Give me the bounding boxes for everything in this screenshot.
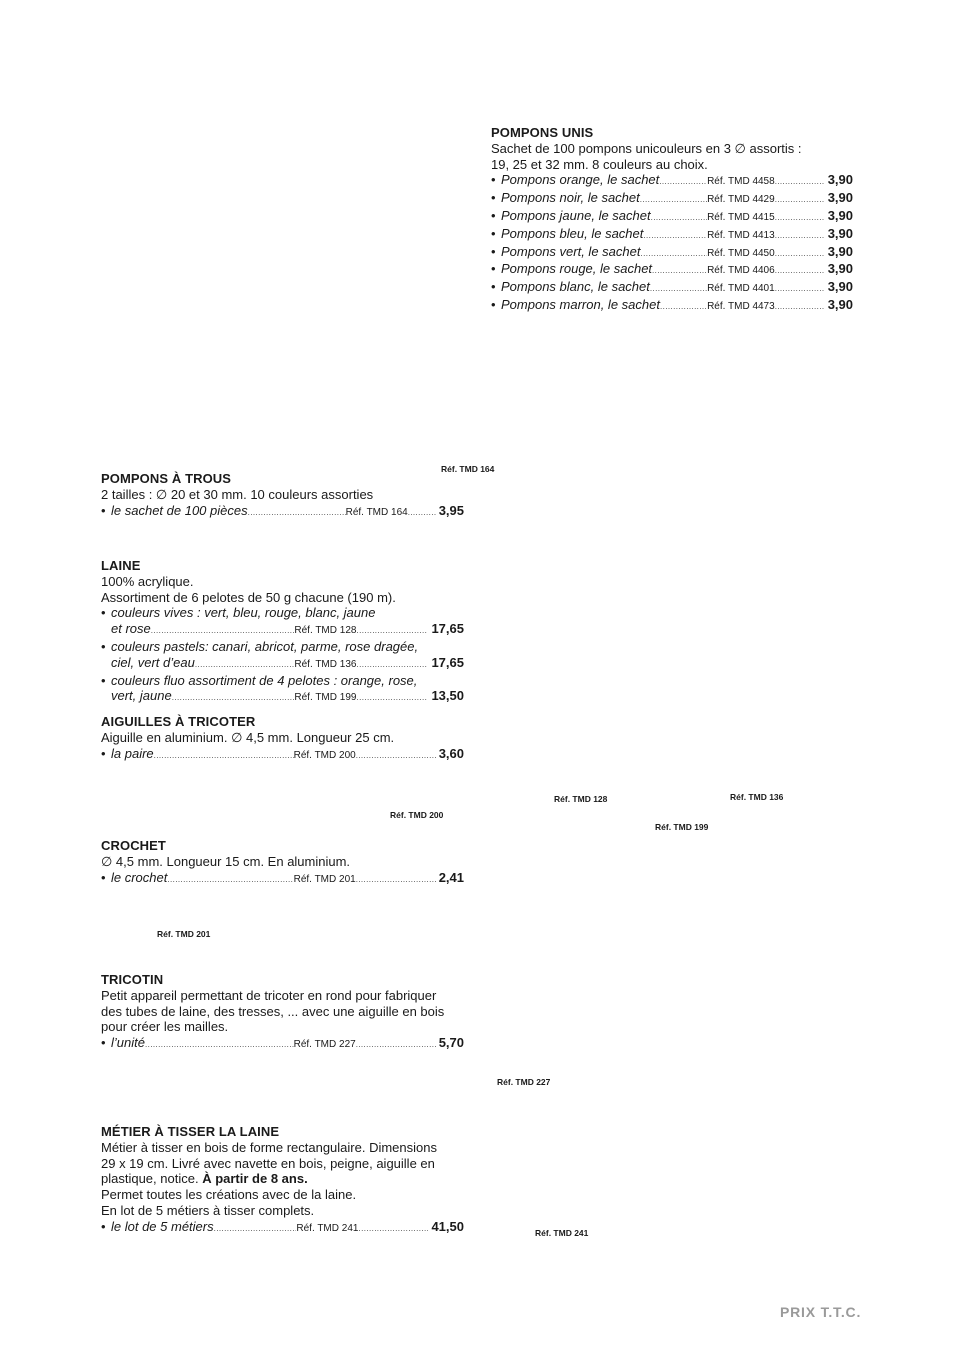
price-row xyxy=(491,261,853,279)
photo-caption-tmd128: Réf. TMD 128 xyxy=(554,794,608,804)
item-price: 3,90 xyxy=(827,207,853,223)
crochet-section xyxy=(101,838,464,887)
item-price: 3,90 xyxy=(827,225,853,241)
item-price: 13,50 xyxy=(431,688,464,704)
bullet: • xyxy=(101,1035,106,1051)
leader-dots xyxy=(358,1221,428,1237)
item-label: Pompons vert, le sachet xyxy=(501,243,641,259)
item-label: la paire xyxy=(111,745,154,761)
photo-caption-tmd164: Réf. TMD 164 xyxy=(441,464,495,474)
item-label: Pompons orange, le sachet xyxy=(501,172,660,188)
section-title: CROCHET xyxy=(101,838,166,853)
photo-caption-tmd227: Réf. TMD 227 xyxy=(497,1077,551,1087)
item-label: ciel, vert d’eau xyxy=(111,654,195,670)
leader-dots xyxy=(640,192,707,208)
bullet: • xyxy=(491,225,496,241)
item-ref: Réf. TMD 4413 xyxy=(707,229,775,241)
leader-dots xyxy=(151,623,295,639)
leader-dots xyxy=(775,210,825,226)
bullet: • xyxy=(101,869,106,885)
item-price: 3,90 xyxy=(827,296,853,312)
leader-dots xyxy=(356,623,428,639)
item-label: le lot de 5 métiers xyxy=(111,1218,214,1234)
description-line: Sachet de 100 pompons unicouleurs en 3 ∅ assortis : xyxy=(491,140,802,156)
leader-dots xyxy=(172,690,295,706)
bullet: • xyxy=(101,638,106,654)
item-ref: Réf. TMD 241 xyxy=(296,1222,359,1234)
description-line: 100% acrylique. xyxy=(101,573,194,589)
leader-dots xyxy=(145,1037,294,1053)
item-label: Pompons jaune, le sachet xyxy=(501,207,651,223)
description-line: Petit appareil permettant de tricoter en rond pour fabriquer xyxy=(101,987,437,1003)
item-price: 2,41 xyxy=(438,869,464,885)
item-price: 3,95 xyxy=(438,502,464,518)
price-row xyxy=(491,279,853,297)
photo-caption-tmd200: Réf. TMD 200 xyxy=(390,810,444,820)
item-price: 3,60 xyxy=(438,745,464,761)
tricotin-section xyxy=(101,972,464,1053)
description-line: 2 tailles : ∅ 20 et 30 mm. 10 couleurs assorties xyxy=(101,486,374,502)
item-label: l’unité xyxy=(111,1035,145,1051)
item-ref: Réf. TMD 4415 xyxy=(707,211,775,223)
metier-section xyxy=(101,1124,464,1237)
item-first-line xyxy=(101,639,464,655)
leader-dots xyxy=(356,690,428,706)
age-notice: À partir de 8 ans. xyxy=(202,1171,308,1187)
price-notice: PRIX T.T.C. xyxy=(780,1304,862,1320)
item-price: 3,90 xyxy=(827,261,853,277)
leader-dots xyxy=(154,748,294,764)
leader-dots xyxy=(643,228,707,244)
section-title: POMPONS À TROUS xyxy=(101,471,232,486)
photo-caption-tmd199: Réf. TMD 199 xyxy=(655,822,709,832)
item-label: couleurs vives : vert, bleu, rouge, blanc, jaune xyxy=(111,605,376,621)
photo-caption-tmd136: Réf. TMD 136 xyxy=(730,792,784,802)
price-row xyxy=(101,1035,464,1053)
item-ref: Réf. TMD 136 xyxy=(294,658,357,670)
description-text: plastique, notice. xyxy=(101,1171,199,1187)
leader-dots xyxy=(650,281,707,297)
item-label: le sachet de 100 pièces xyxy=(111,502,248,518)
bullet: • xyxy=(101,605,106,621)
item-label: couleurs fluo assortiment de 4 pelotes : orange, rose, xyxy=(111,672,418,688)
leader-dots xyxy=(356,872,436,888)
bullet: • xyxy=(491,243,496,259)
item-first-line xyxy=(101,605,464,621)
item-price: 17,65 xyxy=(431,654,464,670)
price-row xyxy=(101,688,464,706)
photo-caption-tmd241: Réf. TMD 241 xyxy=(535,1228,589,1238)
price-row xyxy=(491,226,853,244)
price-row xyxy=(491,208,853,226)
item-label: Pompons rouge, le sachet xyxy=(501,261,653,277)
item-price: 3,90 xyxy=(827,190,853,206)
item-price: 3,90 xyxy=(827,243,853,259)
leader-dots xyxy=(356,748,436,764)
price-row xyxy=(491,244,853,262)
bullet: • xyxy=(101,745,106,761)
item-label: couleurs pastels: canari, abricot, parme, rose dragée, xyxy=(111,638,419,654)
laine-section xyxy=(101,558,464,706)
item-ref: Réf. TMD 4450 xyxy=(707,247,775,259)
item-ref: Réf. TMD 4473 xyxy=(707,300,775,312)
item-ref: Réf. TMD 4429 xyxy=(707,194,775,206)
item-label: le crochet xyxy=(111,869,168,885)
description-line: 19, 25 et 32 mm. 8 couleurs au choix. xyxy=(491,156,708,172)
item-first-line xyxy=(101,673,464,689)
price-row xyxy=(101,503,464,521)
leader-dots xyxy=(659,174,707,190)
price-row xyxy=(101,746,464,764)
price-row xyxy=(491,190,853,208)
item-label: Pompons blanc, le sachet xyxy=(501,279,650,295)
item-label: vert, jaune xyxy=(111,688,172,704)
price-row xyxy=(101,621,464,639)
bullet: • xyxy=(101,502,106,518)
item-ref: Réf. TMD 4406 xyxy=(707,265,775,277)
item-ref: Réf. TMD 164 xyxy=(345,506,408,518)
leader-dots xyxy=(356,1037,436,1053)
leader-dots xyxy=(775,174,825,190)
leader-dots xyxy=(775,228,825,244)
leader-dots xyxy=(408,505,436,521)
leader-dots xyxy=(214,1221,297,1237)
description-line: des tubes de laine, des tresses, ... avec une aiguille en bois xyxy=(101,1003,445,1019)
item-ref: Réf. TMD 201 xyxy=(293,873,356,885)
section-title: LAINE xyxy=(101,558,141,573)
leader-dots xyxy=(775,192,825,208)
item-ref: Réf. TMD 199 xyxy=(294,692,357,704)
leader-dots xyxy=(775,263,825,279)
price-row xyxy=(101,870,464,888)
bullet: • xyxy=(491,190,496,206)
item-price: 3,90 xyxy=(827,172,853,188)
pompons-unis-section xyxy=(491,125,853,315)
item-ref: Réf. TMD 4401 xyxy=(707,283,775,295)
bullet: • xyxy=(491,172,496,188)
description-line: En lot de 5 métiers à tisser complets. xyxy=(101,1202,315,1218)
pompons-trous-section xyxy=(101,471,464,520)
description-line: Métier à tisser en bois de forme rectangulaire. Dimensions xyxy=(101,1139,437,1155)
bullet: • xyxy=(491,296,496,312)
price-row xyxy=(101,655,464,673)
description-line: Permet toutes les créations avec de la laine. xyxy=(101,1187,357,1203)
item-label: et rose xyxy=(111,621,151,637)
item-price: 17,65 xyxy=(431,621,464,637)
leader-dots xyxy=(640,246,707,262)
bullet: • xyxy=(491,279,496,295)
section-title: TRICOTIN xyxy=(101,972,164,987)
price-row xyxy=(101,1219,464,1237)
item-price: 5,70 xyxy=(438,1035,464,1051)
item-ref: Réf. TMD 4458 xyxy=(707,176,775,188)
item-price: 41,50 xyxy=(431,1218,464,1234)
aiguilles-section xyxy=(101,714,464,763)
item-ref: Réf. TMD 200 xyxy=(293,749,356,761)
leader-dots xyxy=(652,263,707,279)
item-label: Pompons noir, le sachet xyxy=(501,190,640,206)
item-label: Pompons bleu, le sachet xyxy=(501,225,644,241)
section-title: MÉTIER À TISSER LA LAINE xyxy=(101,1124,280,1139)
description-line: Assortiment de 6 pelotes de 50 g chacune (190 m). xyxy=(101,589,396,605)
section-title: POMPONS UNIS xyxy=(491,125,594,140)
leader-dots xyxy=(660,299,707,315)
item-ref: Réf. TMD 227 xyxy=(293,1039,356,1051)
description-line: 29 x 19 cm. Livré avec navette en bois, peigne, aiguille en xyxy=(101,1155,435,1171)
item-ref: Réf. TMD 128 xyxy=(294,625,357,637)
leader-dots xyxy=(775,281,825,297)
description-line: pour créer les mailles. xyxy=(101,1019,229,1035)
price-row xyxy=(491,172,853,190)
leader-dots xyxy=(195,657,295,673)
photo-caption-tmd201: Réf. TMD 201 xyxy=(157,929,211,939)
bullet: • xyxy=(491,261,496,277)
leader-dots xyxy=(775,246,825,262)
leader-dots xyxy=(775,299,825,315)
leader-dots xyxy=(356,657,428,673)
bullet: • xyxy=(101,1218,106,1234)
leader-dots xyxy=(167,872,293,888)
section-title: AIGUILLES À TRICOTER xyxy=(101,714,256,729)
leader-dots xyxy=(248,505,346,521)
bullet: • xyxy=(101,672,106,688)
price-row xyxy=(491,297,853,315)
bullet: • xyxy=(491,207,496,223)
description-line xyxy=(101,1171,464,1187)
item-price: 3,90 xyxy=(827,279,853,295)
item-label: Pompons marron, le sachet xyxy=(501,296,660,312)
description-line: Aiguille en aluminium. ∅ 4,5 mm. Longueur 25 cm. xyxy=(101,729,395,745)
description-line: ∅ 4,5 mm. Longueur 15 cm. En aluminium. xyxy=(101,853,351,869)
leader-dots xyxy=(651,210,707,226)
